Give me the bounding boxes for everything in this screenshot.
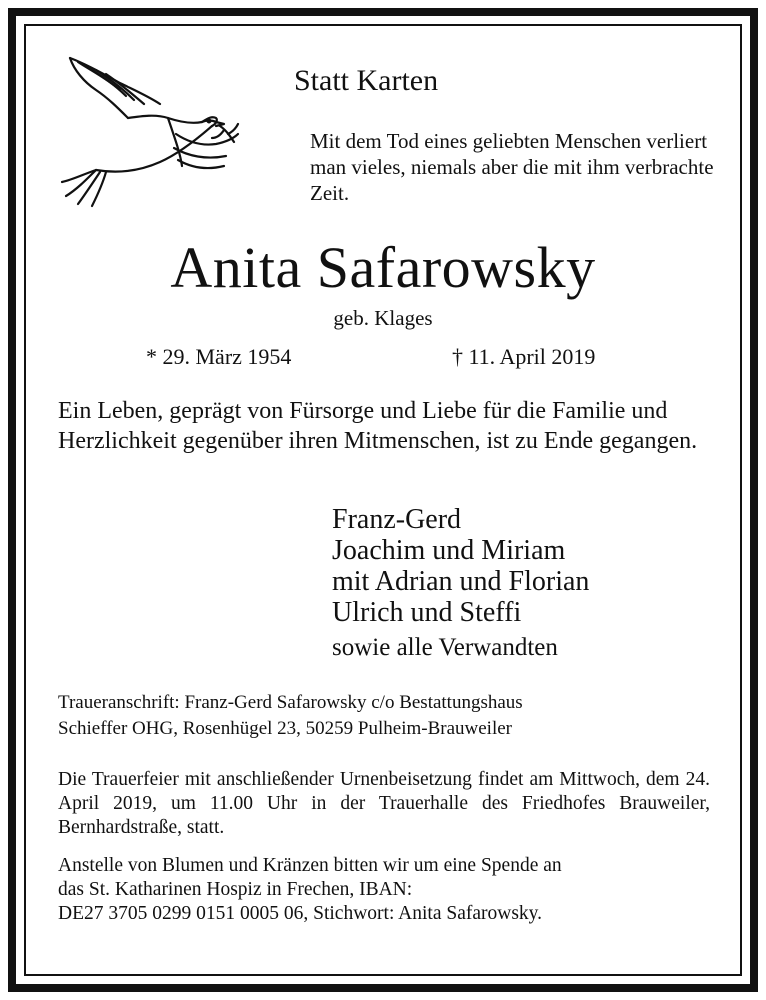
tribute-text: Ein Leben, geprägt von Fürsorge und Liebe für die Familie und Herzlichkeit gegenüber ihren Mitmenschen, ist zu Ende gegangen. xyxy=(58,398,698,454)
memorial-quote: Mit dem Tod eines geliebten Menschen verliert man vieles, niemals aber die mit ihm verbrachte Zeit. xyxy=(310,129,714,205)
dove-icon xyxy=(56,52,240,210)
donation-line: DE27 3705 0299 0151 0005 06, Stichwort: Anita Safarowsky. xyxy=(58,903,543,924)
heading-statt-karten: Statt Karten xyxy=(294,64,439,97)
mourner-line: Joachim und Miriam xyxy=(332,535,566,566)
maiden-name: geb. Klages xyxy=(333,306,433,330)
mourners-list xyxy=(332,504,589,628)
donation-line: das St. Katharinen Hospiz in Frechen, IBAN: xyxy=(58,879,413,900)
address-line: Traueranschrift: Franz-Gerd Safarowsky c/o Bestattungshaus xyxy=(58,692,523,713)
death-date: † 11. April 2019 xyxy=(452,344,596,369)
mourner-line: Franz-Gerd xyxy=(332,504,462,535)
relatives-line: sowie alle Verwandten xyxy=(332,634,558,661)
deceased-name: Anita Safarowsky xyxy=(170,235,596,300)
donation-info xyxy=(58,854,710,926)
mourner-line: mit Adrian und Florian xyxy=(332,566,590,597)
service-info xyxy=(58,768,710,840)
service-text: Die Trauerfeier mit anschließender Urnenbeisetzung findet am Mittwoch, dem 24. April 2019, um 11.00 Uhr in der Trauerhalle des Friedhofes Brauweiler, Bernhardstraße, statt. xyxy=(58,769,710,838)
mourner-line: Ulrich und Steffi xyxy=(332,597,522,628)
address-line: Schieffer OHG, Rosenhügel 23, 50259 Pulheim-Brauweiler xyxy=(58,718,512,739)
donation-line: Anstelle von Blumen und Kränzen bitten wir um eine Spende an xyxy=(58,855,562,876)
birth-date: * 29. März 1954 xyxy=(146,344,292,369)
mourning-address xyxy=(58,690,523,742)
